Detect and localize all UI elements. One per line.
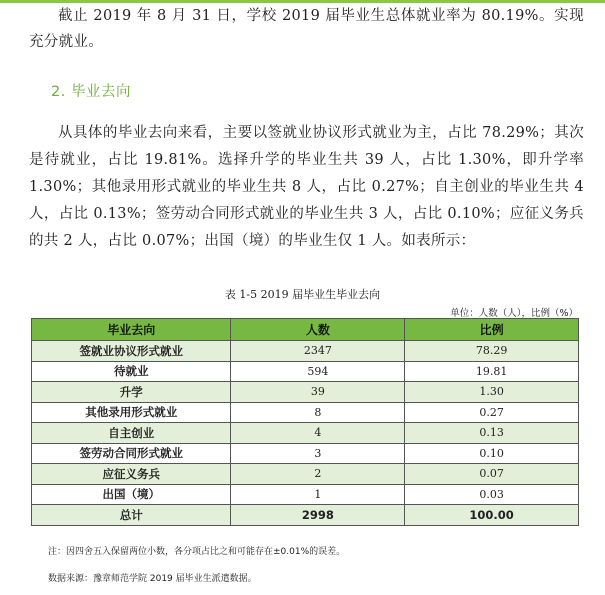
row-count: 3 — [231, 443, 405, 464]
destination-table — [31, 318, 579, 526]
header-count: 人数 — [231, 319, 405, 341]
total-label: 总计 — [32, 505, 231, 526]
row-count: 594 — [231, 361, 405, 382]
rounding-footnote: 注：因四舍五入保留两位小数，各分项占比之和可能存在±0.01%的误差。 — [48, 547, 346, 557]
table-unit-note: 单位：人数（人），比例（%） — [450, 308, 578, 319]
row-label: 签劳动合同形式就业 — [32, 443, 231, 464]
table-header-row — [32, 319, 579, 341]
row-count: 2 — [231, 464, 405, 485]
row-ratio: 19.81 — [405, 361, 579, 382]
table-row — [32, 402, 579, 423]
row-ratio: 0.13 — [405, 423, 579, 444]
row-count: 2347 — [231, 341, 405, 362]
row-label: 待就业 — [32, 361, 231, 382]
row-count: 1 — [231, 484, 405, 505]
header-ratio: 比例 — [405, 319, 579, 341]
row-label: 自主创业 — [32, 423, 231, 444]
total-count: 2998 — [231, 505, 405, 526]
row-ratio: 0.07 — [405, 464, 579, 485]
table-row — [32, 464, 579, 485]
body-paragraph: 从具体的毕业去向来看，主要以签就业协议形式就业为主，占比 78.29%；其次是待就业，占比 19.81%。选择升学的毕业生共 39 人，占比 1.30%，即升学率 1.30%；其他录用形式就业的毕业生共 8 人，占比 0.27%；自主创业的毕业生共 4 人，占比 0.13%；签劳动合同形式就业的毕业生共 3 人，占比 0.10%；应征义务兵的共 2 人，占比 0.07%；出国（境）的毕业生仅 1 人。如表所示： — [29, 125, 584, 249]
table-row — [32, 382, 579, 403]
table-row — [32, 443, 579, 464]
row-count: 4 — [231, 423, 405, 444]
row-label: 签就业协议形式就业 — [32, 341, 231, 362]
header-destination: 毕业去向 — [32, 319, 231, 341]
data-source-note: 数据来源：豫章师范学院 2019 届毕业生派遣数据。 — [48, 574, 257, 584]
row-ratio: 1.30 — [405, 382, 579, 403]
row-count: 8 — [231, 402, 405, 423]
row-ratio: 0.10 — [405, 443, 579, 464]
row-ratio: 0.03 — [405, 484, 579, 505]
row-label: 升学 — [32, 382, 231, 403]
table-row — [32, 341, 579, 362]
table-caption: 表 1-5 2019 届毕业生毕业去向 — [224, 288, 381, 301]
row-ratio: 78.29 — [405, 341, 579, 362]
total-ratio: 100.00 — [405, 505, 579, 526]
section-title: 2. 毕业去向 — [51, 84, 131, 100]
row-label: 其他录用形式就业 — [32, 402, 231, 423]
row-label: 应征义务兵 — [32, 464, 231, 485]
row-count: 39 — [231, 382, 405, 403]
intro-paragraph: 截止 2019 年 8 月 31 日，学校 2019 届毕业生总体就业率为 80.19%。实现充分就业。 — [29, 8, 584, 50]
row-label: 出国（境） — [32, 484, 231, 505]
table-row — [32, 361, 579, 382]
row-ratio: 0.27 — [405, 402, 579, 423]
table-row — [32, 423, 579, 444]
table-row — [32, 484, 579, 505]
table-total-row — [32, 505, 579, 526]
